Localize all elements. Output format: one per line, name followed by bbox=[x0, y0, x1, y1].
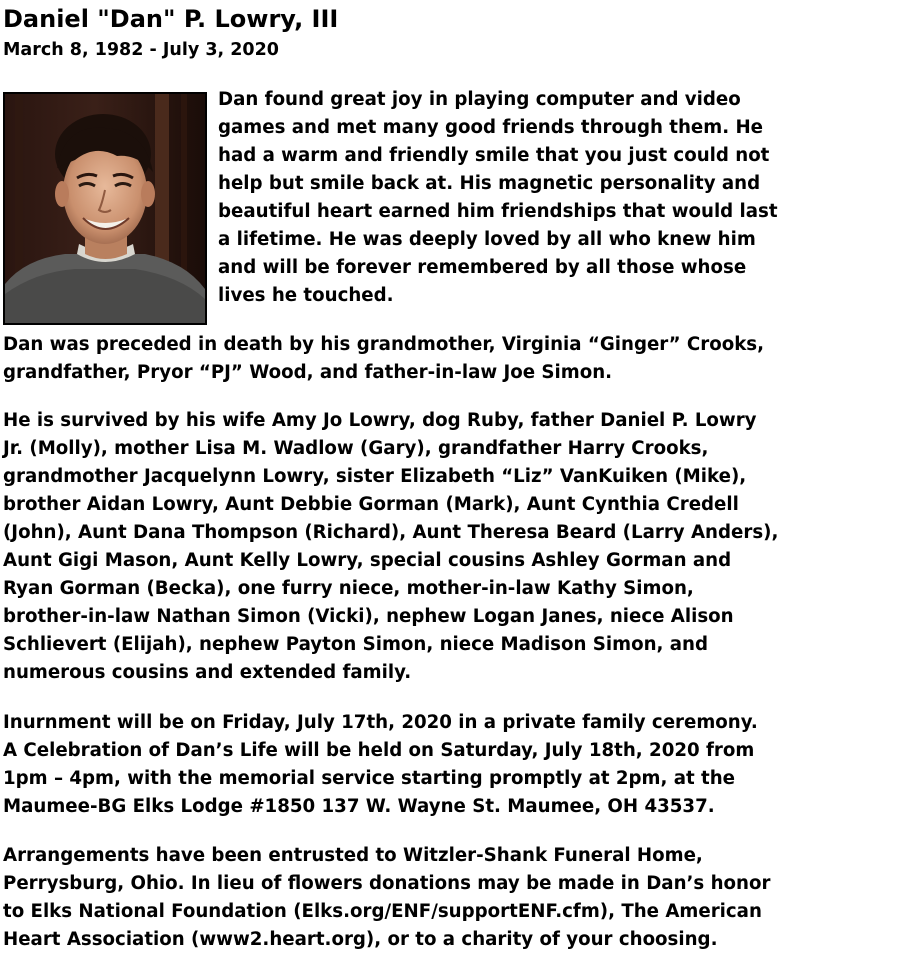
arrangements-line: Heart Association (www2.heart.org), or to a charity of your choosing. bbox=[3, 929, 718, 950]
intro-line: Dan found great joy in playing computer and video bbox=[218, 89, 741, 110]
survived-line: brother Aidan Lowry, Aunt Debbie Gorman (Mark), Aunt Cynthia Credell bbox=[3, 494, 739, 515]
intro-line: lives he touched. bbox=[218, 285, 394, 306]
intro-line: a lifetime. He was deeply loved by all who knew him bbox=[218, 229, 756, 250]
preceded-line: Dan was preceded in death by his grandmother, Virginia “Ginger” Crooks, bbox=[3, 334, 765, 355]
intro-line: help but smile back at. His magnetic personality and bbox=[218, 173, 761, 194]
arrangements-line: to Elks National Foundation (Elks.org/ENF/supportENF.cfm), The American bbox=[3, 901, 762, 922]
inurnment-line: Inurnment will be on Friday, July 17th, 2020 in a private family ceremony. bbox=[3, 712, 758, 733]
survived-line: grandmother Jacquelynn Lowry, sister Elizabeth “Liz” VanKuiken (Mike), bbox=[3, 466, 747, 487]
inurnment-line: A Celebration of Dan’s Life will be held on Saturday, July 18th, 2020 from bbox=[3, 740, 755, 761]
intro-paragraph bbox=[218, 86, 778, 310]
survived-line: Schlievert (Elijah), nephew Payton Simon, niece Madison Simon, and bbox=[3, 634, 708, 655]
inurnment-line: 1pm – 4pm, with the memorial service starting promptly at 2pm, at the bbox=[3, 768, 736, 789]
life-dates: March 8, 1982 - July 3, 2020 bbox=[3, 40, 279, 60]
arrangements-line: Arrangements have been entrusted to Witzler-Shank Funeral Home, bbox=[3, 845, 703, 866]
survived-line: (John), Aunt Dana Thompson (Richard), Aunt Theresa Beard (Larry Anders), bbox=[3, 522, 779, 543]
inurnment-line: Maumee-BG Elks Lodge #1850 137 W. Wayne St. Maumee, OH 43537. bbox=[3, 796, 715, 817]
intro-line: had a warm and friendly smile that you just could not bbox=[218, 145, 770, 166]
intro-line: games and met many good friends through them. He bbox=[218, 117, 763, 138]
survived-line: numerous cousins and extended family. bbox=[3, 662, 412, 683]
arrangements-paragraph bbox=[3, 842, 770, 954]
survived-line: Aunt Gigi Mason, Aunt Kelly Lowry, special cousins Ashley Gorman and bbox=[3, 550, 732, 571]
arrangements-line: Perrysburg, Ohio. In lieu of flowers donations may be made in Dan’s honor bbox=[3, 873, 771, 894]
survived-line: brother-in-law Nathan Simon (Vicki), nephew Logan Janes, niece Alison bbox=[3, 606, 734, 627]
preceded-line: grandfather, Pryor “PJ” Wood, and father-in-law Joe Simon. bbox=[3, 362, 613, 383]
portrait-photo bbox=[3, 92, 207, 325]
inurnment-paragraph bbox=[3, 709, 758, 821]
intro-line: and will be forever remembered by all those whose bbox=[218, 257, 747, 278]
survived-line: Jr. (Molly), mother Lisa M. Wadlow (Gary), grandfather Harry Crooks, bbox=[3, 438, 709, 459]
survived-paragraph bbox=[3, 407, 778, 687]
survived-line: Ryan Gorman (Becka), one furry niece, mother-in-law Kathy Simon, bbox=[3, 578, 694, 599]
preceded-paragraph bbox=[3, 331, 764, 387]
intro-line: beautiful heart earned him friendships that would last bbox=[218, 201, 778, 222]
survived-line: He is survived by his wife Amy Jo Lowry, dog Ruby, father Daniel P. Lowry bbox=[3, 410, 757, 431]
obituary-name: Daniel "Dan" P. Lowry, III bbox=[3, 5, 339, 33]
